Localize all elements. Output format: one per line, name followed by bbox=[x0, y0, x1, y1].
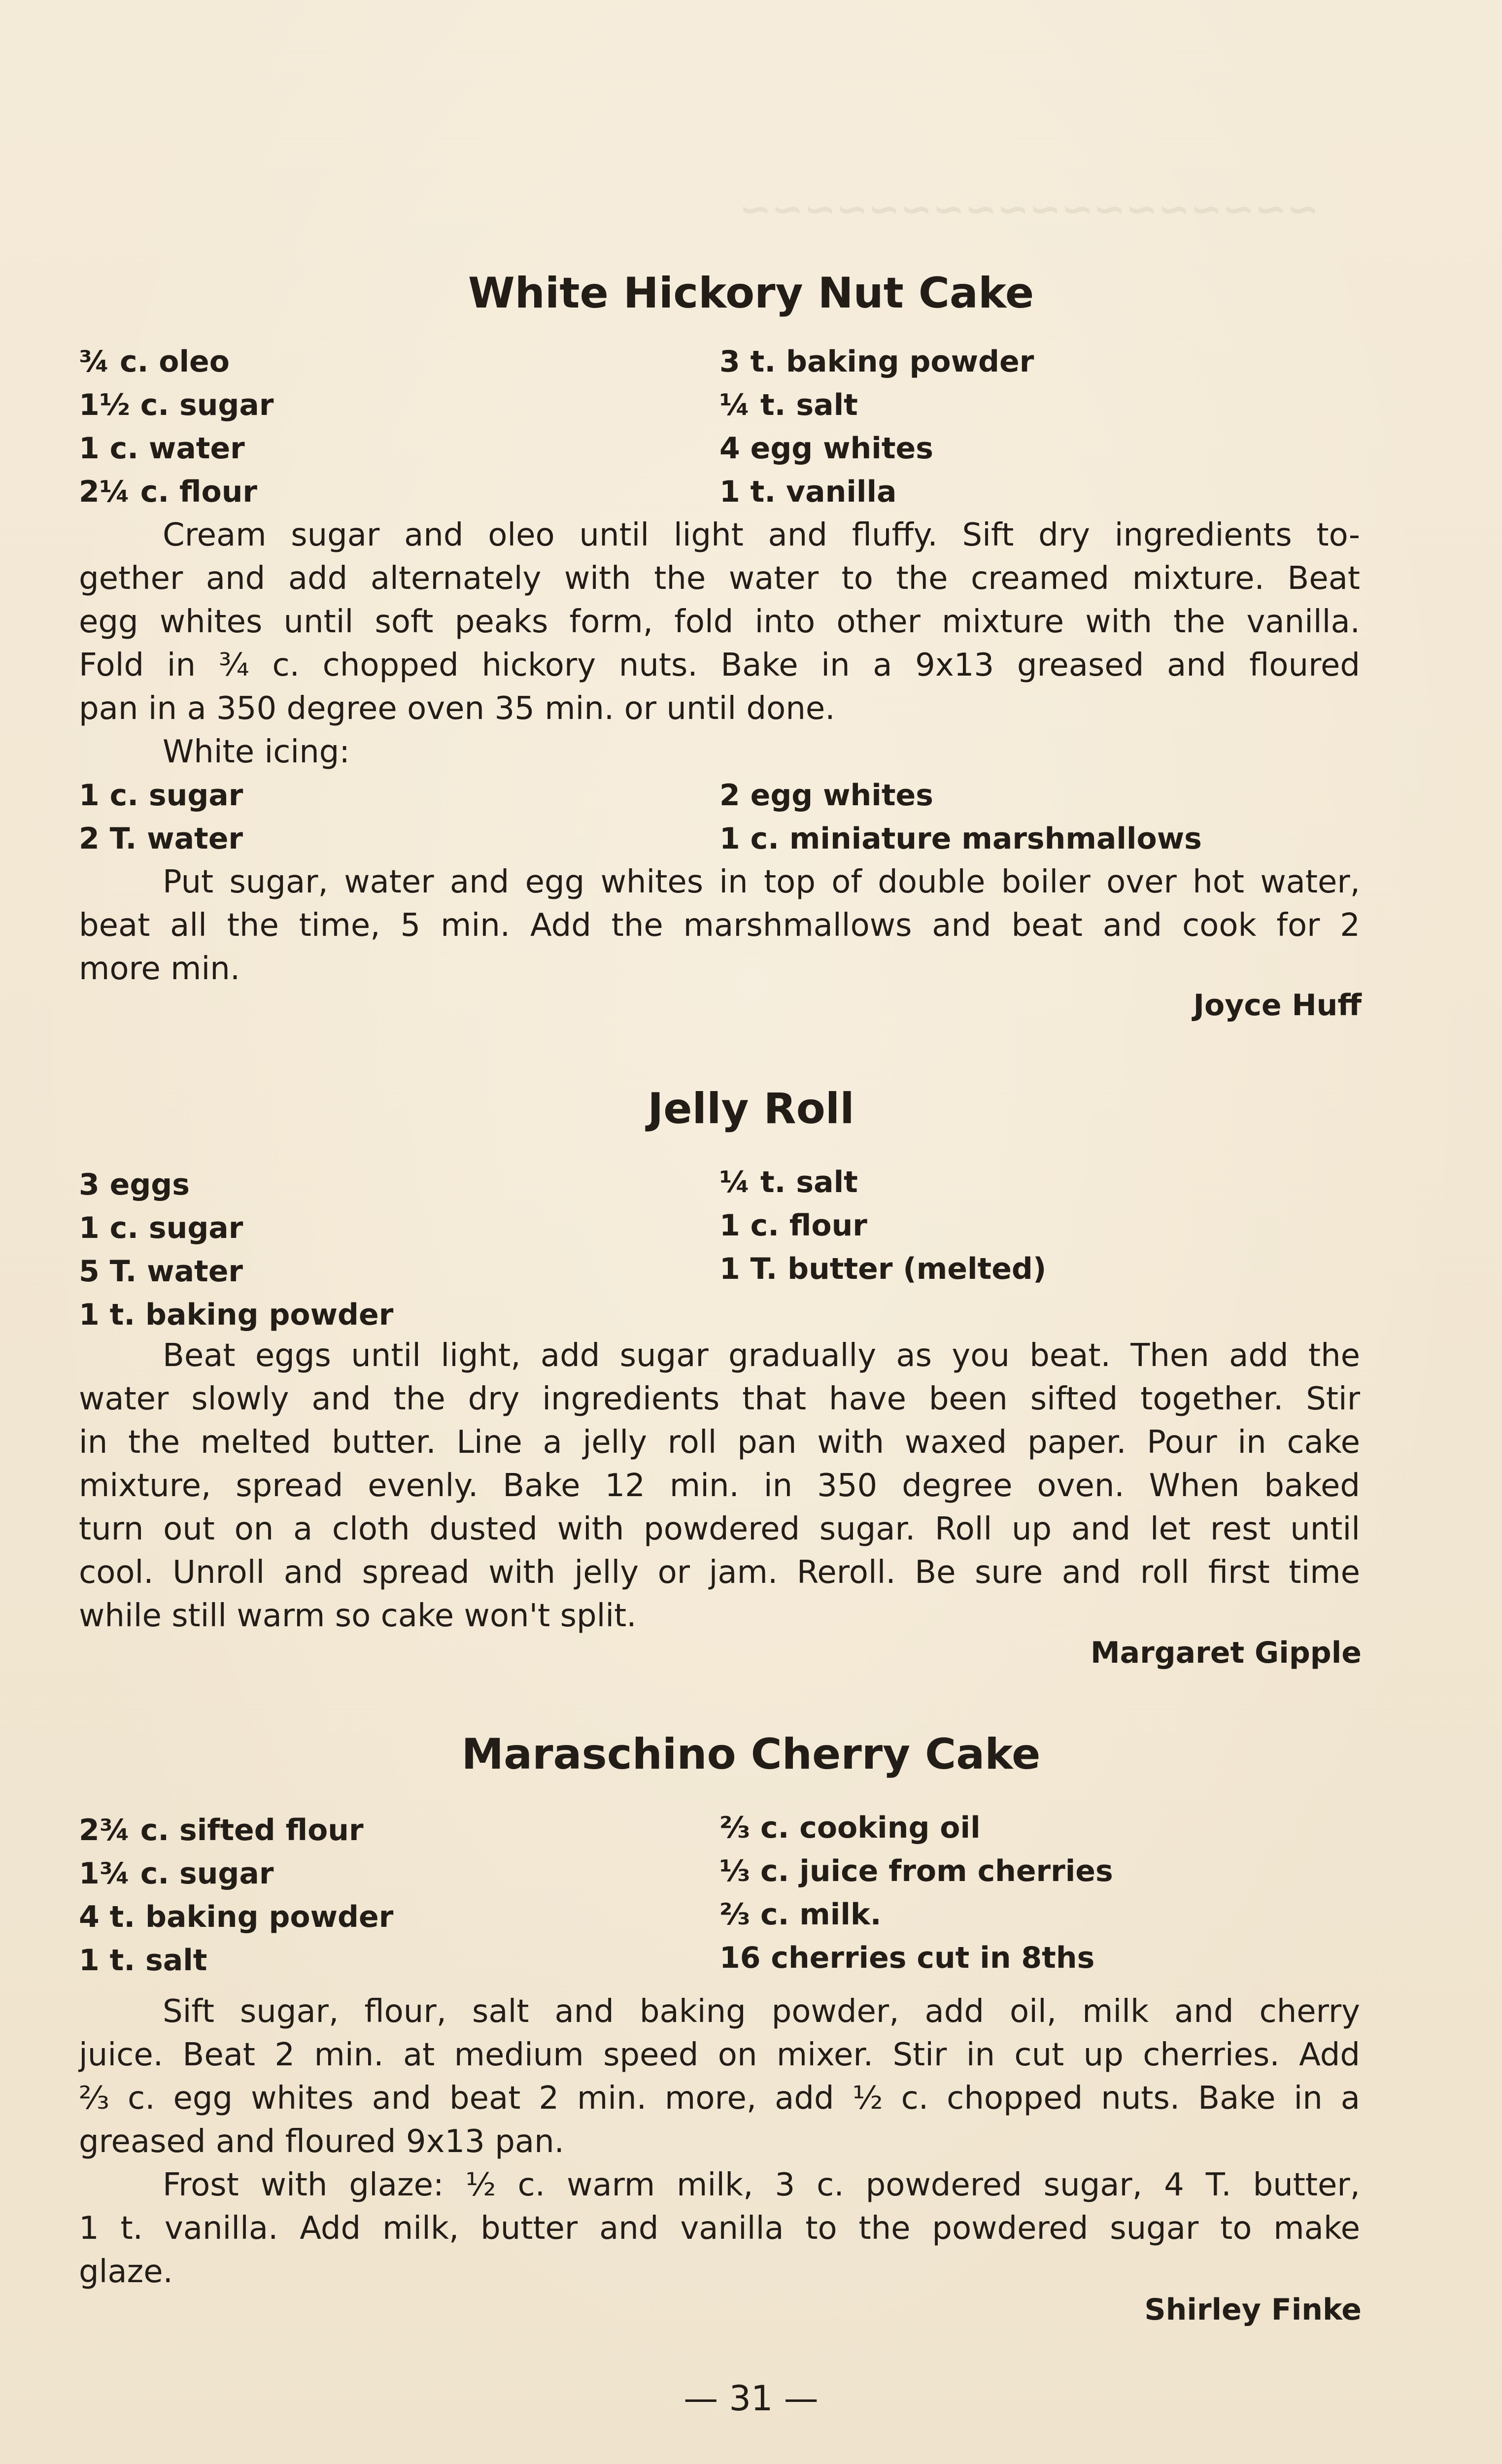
ingredient: 4 egg whites bbox=[719, 431, 933, 466]
ingredient: ¾ c. oleo bbox=[79, 344, 230, 379]
ingredient: 16 cherries cut in 8ths bbox=[719, 1941, 1095, 1975]
recipe-author: Joyce Huff bbox=[1193, 988, 1362, 1023]
ingredient: 4 t. baking powder bbox=[79, 1900, 394, 1934]
direction-line: Beat eggs until light, add sugar gradually as you beat. Then add the bbox=[163, 1337, 1360, 1374]
direction-line: cool. Unroll and spread with jelly or jam. Reroll. Be sure and roll first time bbox=[79, 1554, 1360, 1591]
ingredient: ¼ t. salt bbox=[719, 1165, 858, 1199]
icing-directions bbox=[79, 860, 1360, 991]
icing-ingredients-right bbox=[719, 774, 1202, 860]
direction-line: water slowly and the dry ingredients that have been sifted together. Stir bbox=[79, 1381, 1360, 1417]
ingredient: 1 c. sugar bbox=[79, 1211, 243, 1245]
ingredient: 2 egg whites bbox=[719, 778, 933, 813]
ingredient: 3 eggs bbox=[79, 1167, 190, 1202]
ingredient: ¼ t. salt bbox=[719, 388, 858, 422]
direction-line: ⅔ c. egg whites and beat 2 min. more, add ½ c. chopped nuts. Bake in a bbox=[79, 2080, 1360, 2117]
direction-line: Sift sugar, flour, salt and baking powder, add oil, milk and cherry bbox=[163, 1993, 1360, 2030]
direction-line: more min. bbox=[79, 951, 240, 987]
ingredient: ⅔ c. cooking oil bbox=[719, 1811, 981, 1845]
recipe-directions bbox=[79, 513, 1360, 774]
direction-line: gether and add alternately with the water to the creamed mixture. Beat bbox=[79, 560, 1360, 597]
recipe-author: Margaret Gipple bbox=[1090, 1636, 1362, 1670]
ingredient: 1 t. baking powder bbox=[79, 1298, 394, 1332]
ingredients-left bbox=[79, 1163, 393, 1336]
glaze-line: glaze. bbox=[79, 2254, 173, 2290]
recipe-author: Shirley Finke bbox=[1144, 2293, 1362, 2327]
direction-line: juice. Beat 2 min. at medium speed on mixer. Stir in cut up cherries. Add bbox=[79, 2037, 1360, 2073]
glaze-line: 1 t. vanilla. Add milk, butter and vanilla to the powdered sugar to make bbox=[79, 2210, 1360, 2247]
recipe-directions bbox=[79, 1334, 1360, 1638]
ingredient: 1 T. butter (melted) bbox=[719, 1252, 1047, 1286]
show-through-decoration: ~~~~~~~~~~~~~~~~~~ bbox=[739, 187, 1319, 232]
direction-line: greased and floured 9x13 pan. bbox=[79, 2123, 564, 2160]
direction-line: in the melted butter. Line a jelly roll pan with waxed paper. Pour in cake bbox=[79, 1424, 1360, 1461]
ingredient: 2 T. water bbox=[79, 821, 243, 856]
ingredients-left bbox=[79, 1809, 393, 1982]
direction-line: beat all the time, 5 min. Add the marshmallows and beat and cook for 2 bbox=[79, 907, 1360, 944]
direction-line: turn out on a cloth dusted with powdered sugar. Roll up and let rest until bbox=[79, 1511, 1360, 1547]
ingredient: 1¾ c. sugar bbox=[79, 1856, 274, 1891]
direction-line: egg whites until soft peaks form, fold into other mixture with the vanilla. bbox=[79, 604, 1360, 640]
direction-line: mixture, spread evenly. Bake 12 min. in 350 degree oven. When baked bbox=[79, 1468, 1360, 1504]
page-number: — 31 — bbox=[683, 2378, 819, 2419]
ingredient: 3 t. baking powder bbox=[719, 344, 1034, 379]
glaze-line: Frost with glaze: ½ c. warm milk, 3 c. powdered sugar, 4 T. butter, bbox=[163, 2167, 1360, 2203]
ingredient: 1 c. sugar bbox=[79, 778, 243, 813]
icing-ingredients-left bbox=[79, 774, 243, 860]
recipe-directions bbox=[79, 1990, 1360, 2293]
recipe-title: White Hickory Nut Cake bbox=[468, 269, 1034, 318]
ingredients-right bbox=[719, 1806, 1113, 1980]
ingredient: 1 c. flour bbox=[719, 1208, 867, 1243]
ingredient: 1 c. water bbox=[79, 431, 245, 466]
ingredient: 1½ c. sugar bbox=[79, 388, 274, 422]
ingredient: ⅔ c. milk. bbox=[719, 1897, 882, 1932]
ingredient: 1 c. miniature marshmallows bbox=[719, 821, 1202, 856]
direction-line: pan in a 350 degree oven 35 min. or until done. bbox=[79, 690, 835, 727]
ingredient: 1 t. vanilla bbox=[719, 475, 897, 509]
ingredient: ⅓ c. juice from cherries bbox=[719, 1854, 1113, 1888]
ingredient: 1 t. salt bbox=[79, 1943, 207, 1978]
direction-line: Cream sugar and oleo until light and fluffy. Sift dry ingredients to- bbox=[163, 517, 1360, 553]
direction-line: while still warm so cake won't split. bbox=[79, 1598, 637, 1634]
ingredient: 5 T. water bbox=[79, 1254, 243, 1289]
direction-line: Fold in ¾ c. chopped hickory nuts. Bake in a 9x13 greased and floured bbox=[79, 647, 1360, 684]
ingredient: 2¼ c. flour bbox=[79, 475, 257, 509]
ingredient: 2¾ c. sifted flour bbox=[79, 1813, 364, 1848]
ingredients-right bbox=[719, 340, 1034, 513]
icing-label: White icing: bbox=[163, 734, 350, 770]
recipe-title: Jelly Roll bbox=[648, 1084, 854, 1133]
ingredients-right bbox=[719, 1161, 1046, 1291]
recipe-title: Maraschino Cherry Cake bbox=[461, 1730, 1041, 1779]
ingredients-left bbox=[79, 340, 273, 513]
direction-line: Put sugar, water and egg whites in top of double boiler over hot water, bbox=[163, 864, 1360, 900]
